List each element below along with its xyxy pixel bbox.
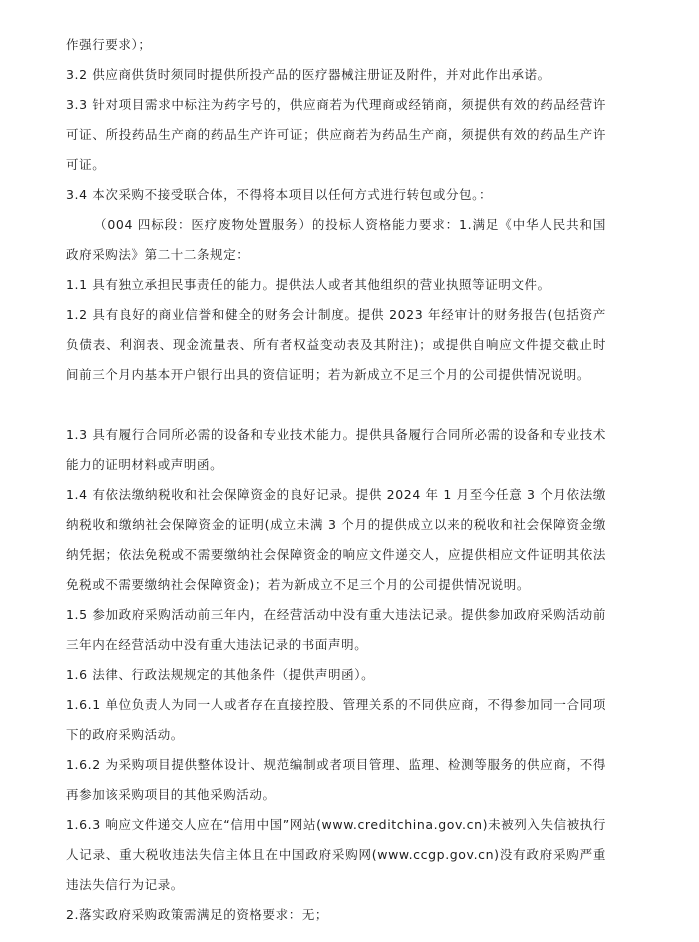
paragraph-1-6-3: 1.6.3 响应文件递交人应在“信用中国”网站(www.creditchina.gov.cn)未被列入失信被执行人记录、重大税收违法失信主体且在中国政府采购网(www.ccgp.gov.cn)没有政府采购严重违法失信行为记录。 [66, 817, 606, 892]
paragraph-1-6-1: 1.6.1 单位负责人为同一人或者存在直接控股、管理关系的不同供应商，不得参加同一合同项下的政府采购活动。 [66, 697, 606, 742]
paragraph-2: 2.落实政府采购政策需满足的资格要求：无； [66, 907, 329, 922]
paragraph-1-6: 1.6 法律、行政法规规定的其他条件（提供声明函）。 [66, 667, 375, 682]
paragraph-1-5: 1.5 参加政府采购活动前三年内，在经营活动中没有重大违法记录。提供参加政府采购活动前三年内在经营活动中没有重大违法记录的书面声明。 [66, 607, 606, 652]
paragraph-lot-004: （004 四标段：医疗废物处置服务）的投标人资格能力要求：1.满足《中华人民共和国政府采购法》第二十二条规定： [66, 217, 606, 262]
paragraph-3-2: 3.2 供应商供货时须同时提供所投产品的医疗器械注册证及附件，并对此作出承诺。 [66, 67, 551, 82]
paragraph-1-1: 1.1 具有独立承担民事责任的能力。提供法人或者其他组织的营业执照等证明文件。 [66, 277, 551, 292]
paragraph-3-4: 3.4 本次采购不接受联合体，不得将本项目以任何方式进行转包或分包。： [66, 187, 493, 202]
paragraph-1-3: 1.3 具有履行合同所必需的设备和专业技术能力。提供具备履行合同所必需的设备和专业技术能力的证明材料或声明函。 [66, 427, 606, 472]
paragraph-continuation: 作强行要求）； [66, 37, 152, 52]
paragraph-1-6-2: 1.6.2 为采购项目提供整体设计、规范编制或者项目管理、监理、检测等服务的供应商，不得再参加该采购项目的其他采购活动。 [66, 757, 606, 802]
paragraph-3-3: 3.3 针对项目需求中标注为药字号的，供应商若为代理商或经销商，须提供有效的药品经营许可证、所投药品生产商的药品生产许可证；供应商若为药品生产商，须提供有效的药品生产许可证。 [66, 97, 606, 172]
paragraph-1-4: 1.4 有依法缴纳税收和社会保障资金的良好记录。提供 2024 年 1 月至今任意 3 个月依法缴纳税收和缴纳社会保障资金的证明(成立未满 3 个月的提供成立以来的税收和社会保障资金缴纳凭据；依法免税或不需要缴纳社会保障资金的响应文件递交人，应提供相应文件证明其依法免税或不需要缴纳社会保障资金)；若为新成立不足三个月的公司提供情况说明。 [66, 487, 606, 592]
paragraph-1-2: 1.2 具有良好的商业信誉和健全的财务会计制度。提供 2023 年经审计的财务报告(包括资产负债表、利润表、现金流量表、所有者权益变动表及其附注)；或提供自响应文件提交截止时间前三个月内基本开户银行出具的资信证明；若为新成立不足三个月的公司提供情况说明。 [66, 307, 606, 382]
